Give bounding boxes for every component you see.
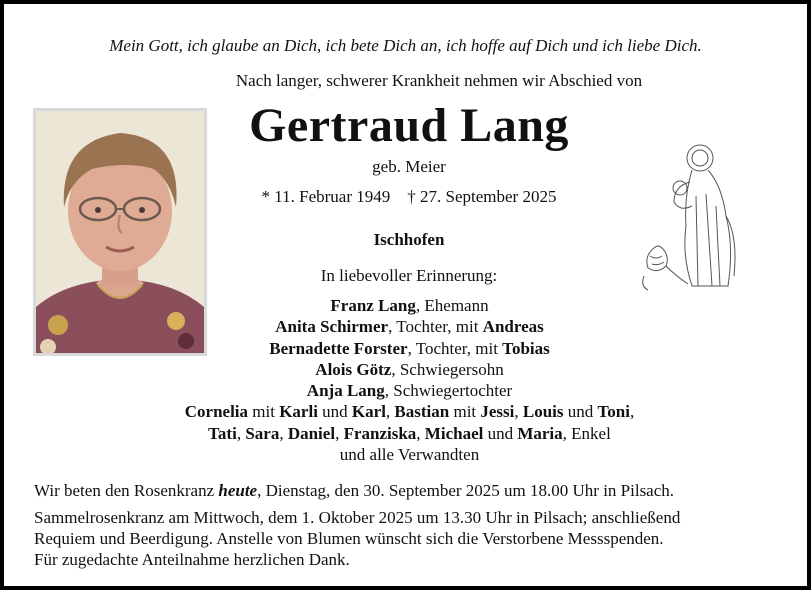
mourner-name: Jessi <box>480 402 515 422</box>
mourner-relation: , <box>416 423 425 443</box>
mourner-relation: und <box>317 402 352 422</box>
mourner-relation: , <box>630 402 635 422</box>
rosary-line <box>34 480 794 501</box>
mourner-name: Anja Lang <box>306 381 385 401</box>
mourner-name: Tati <box>208 423 237 443</box>
mourner-line <box>4 316 811 337</box>
life-dates <box>214 187 604 207</box>
mourner-name: Daniel <box>287 423 336 443</box>
mourner-name: Bernadette Forster <box>269 338 408 358</box>
mourner-relation: , <box>385 402 395 422</box>
notice-line: Requiem und Beerdigung. Anstelle von Blumen wünscht sich die Verstorbene Messspenden. <box>34 529 664 548</box>
mourners-list <box>4 295 811 465</box>
mourner-name: Cornelia <box>184 402 249 422</box>
born-name: geb. Meier <box>372 157 446 176</box>
mourner-relation: und alle Verwandten <box>339 445 480 465</box>
mourner-name: Alois Götz <box>315 359 392 379</box>
mourner-line <box>4 359 811 380</box>
service-notice <box>34 480 794 570</box>
mourner-name: Franz Lang <box>330 296 416 315</box>
mourner-relation: und <box>483 423 518 443</box>
mourner-line <box>4 444 811 465</box>
mourner-relation: , Enkel <box>562 423 611 443</box>
mourner-line <box>4 423 811 444</box>
memory-heading: In liebevoller Erinnerung: <box>320 266 498 285</box>
mourner-name: Bastian <box>394 402 450 422</box>
mourner-relation: , <box>236 423 246 443</box>
mourner-relation: mit <box>449 402 481 422</box>
rosary-suffix: , Dienstag, den 30. September 2025 um 18.00 Uhr in Pilsach. <box>257 481 675 500</box>
mourner-relation: mit <box>248 402 280 422</box>
deceased-name: Gertraud Lang <box>249 99 569 152</box>
birth-date: * 11. Februar 1949 <box>261 187 391 206</box>
mourner-name: Michael <box>424 423 484 443</box>
mourner-name: Maria <box>517 423 563 443</box>
mourner-name: Anita Schirmer <box>275 317 389 337</box>
intro-text: Nach langer, schwerer Krankheit nehmen wir Abschied von <box>235 71 643 90</box>
prayer-motto: Mein Gott, ich glaube an Dich, ich bete Dich an, ich hoffe auf Dich und ich liebe Dich. <box>109 36 702 55</box>
mourner-line <box>4 401 811 422</box>
mourner-line <box>4 380 811 401</box>
notice-line: Sammelrosenkranz am Mittwoch, dem 1. Oktober 2025 um 13.30 Uhr in Pilsach; anschließend <box>34 508 681 527</box>
mourner-name: Sara <box>245 423 280 443</box>
mourner-relation: und <box>563 402 598 422</box>
mourner-name: Karli <box>279 402 318 422</box>
rosary-prefix: Wir beten den Rosenkranz <box>34 481 219 500</box>
mourner-name: Tobias <box>502 338 550 358</box>
mourner-line <box>4 338 811 359</box>
madonna-icon <box>634 136 756 296</box>
mourner-relation: , <box>514 402 523 422</box>
mourner-relation: , <box>335 423 344 443</box>
mourner-name: Louis <box>522 402 564 422</box>
mourner-relation: , Schwiegertochter <box>384 381 513 401</box>
mourner-name: Andreas <box>482 317 544 337</box>
mourner-name: Karl <box>351 402 386 422</box>
mourner-relation: , Schwiegersohn <box>391 359 504 379</box>
mourner-name: Toni <box>597 402 630 422</box>
mourner-name: Franziska <box>343 423 417 443</box>
mourner-relation: , Tochter, mit <box>388 317 483 337</box>
notice-line: Für zugedachte Anteilnahme herzlichen Dank. <box>34 550 350 569</box>
mourner-line <box>4 295 811 316</box>
death-date: † 27. September 2025 <box>407 187 557 206</box>
rosary-emphasis: heute <box>218 481 258 500</box>
mourner-relation: , Tochter, mit <box>407 338 503 358</box>
mourner-relation: , Ehemann <box>415 296 489 315</box>
place-name: Ischhofen <box>373 230 445 249</box>
mourner-relation: , <box>279 423 288 443</box>
